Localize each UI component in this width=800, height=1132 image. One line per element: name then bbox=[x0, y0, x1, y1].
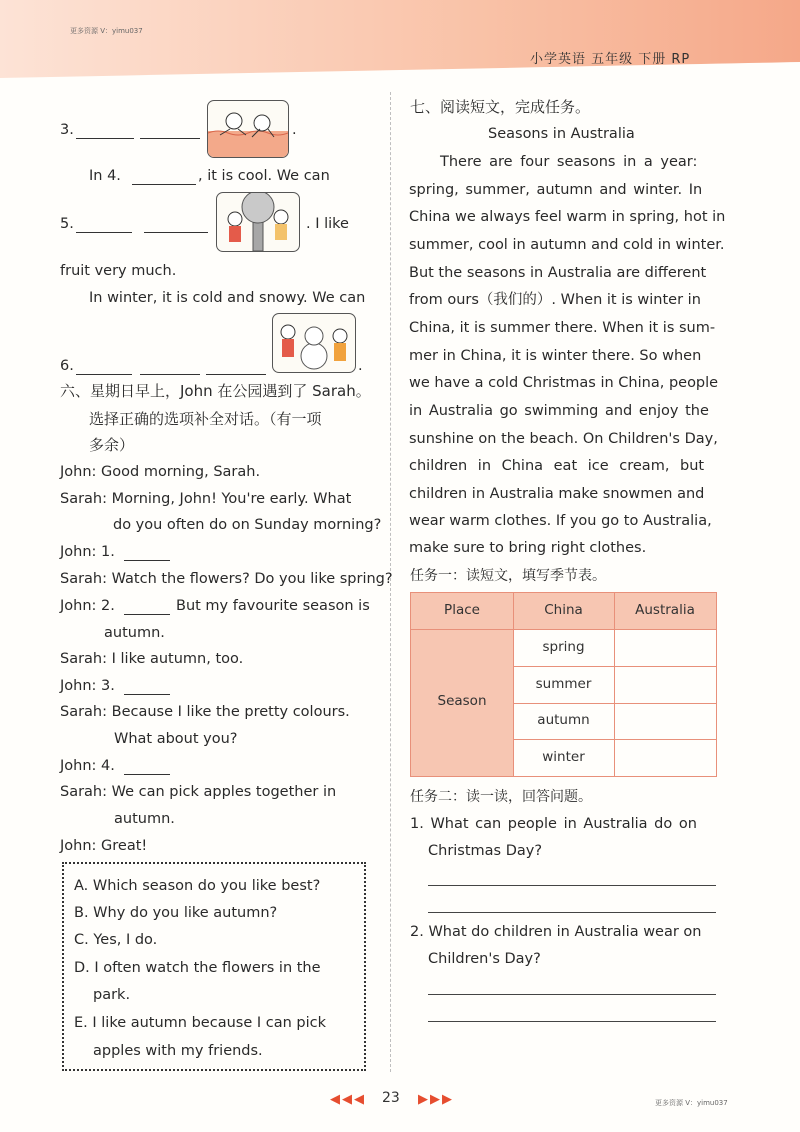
passage-line: in Australia go swimming and enjoy the bbox=[409, 403, 709, 419]
passage-line: spring, summer, autumn and winter. In bbox=[409, 182, 703, 198]
option-b: B. Why do you like autumn? bbox=[74, 905, 278, 921]
header-band bbox=[0, 0, 800, 80]
dialogue-line: John: 3. bbox=[60, 678, 115, 694]
option-c: C. Yes, I do. bbox=[74, 932, 158, 948]
option-d-cont: park. bbox=[93, 987, 131, 1003]
dialogue-line: autumn. bbox=[114, 811, 175, 827]
passage-line: There are four seasons in a year: bbox=[440, 154, 698, 170]
option-d: D. I often watch the flowers in the bbox=[74, 960, 321, 976]
table-cell-season: spring bbox=[542, 639, 585, 655]
q5-blank-2 bbox=[144, 218, 208, 233]
table-vline bbox=[614, 593, 615, 776]
q5-picture bbox=[216, 192, 300, 252]
dialogue-line: Sarah: I like autumn, too. bbox=[60, 651, 244, 667]
page-number: 23 bbox=[382, 1090, 400, 1106]
dialogue-line: Sarah: Because I like the pretty colours. bbox=[60, 704, 350, 720]
dialogue-line: Sarah: We can pick apples together in bbox=[60, 784, 337, 800]
answer-line[interactable] bbox=[428, 994, 716, 995]
q6-blank-1 bbox=[76, 360, 132, 375]
passage-title: Seasons in Australia bbox=[488, 126, 635, 142]
next-page-arrows[interactable]: ▶▶▶ bbox=[418, 1092, 454, 1107]
section-6-heading: 六、星期日早上，John 在公园遇到了 Sarah。 bbox=[60, 382, 371, 400]
prev-page-arrows[interactable]: ◀◀◀ bbox=[330, 1092, 366, 1107]
q3-blank-1 bbox=[76, 124, 134, 139]
dialogue-line: John: Great! bbox=[60, 838, 148, 854]
q6-label: 6. bbox=[60, 358, 74, 374]
question-1: 1. What can people in Australia do on bbox=[410, 816, 697, 832]
dialogue-line: autumn. bbox=[104, 625, 165, 641]
q6-end: . bbox=[358, 358, 363, 374]
table-header-place: Place bbox=[444, 602, 480, 618]
option-e-cont: apples with my friends. bbox=[93, 1043, 263, 1059]
fruit-text: fruit very much. bbox=[60, 263, 177, 279]
q6-picture bbox=[272, 313, 356, 373]
table-header-australia: Australia bbox=[635, 602, 695, 618]
swimming-icon bbox=[208, 101, 288, 157]
q3-picture bbox=[207, 100, 289, 158]
option-a: A. Which season do you like best? bbox=[74, 878, 321, 894]
passage-line: make sure to bring right clothes. bbox=[409, 540, 647, 556]
q6-blank-2 bbox=[140, 360, 200, 375]
dialogue-line: Sarah: Watch the flowers? Do you like spring? bbox=[60, 571, 393, 587]
winter-text: In winter, it is cold and snowy. We can bbox=[89, 290, 366, 306]
dialogue-line: John: 4. bbox=[60, 758, 115, 774]
table-cell-season: summer bbox=[535, 676, 592, 692]
q3-label: 3. bbox=[60, 122, 74, 138]
table-header-china: China bbox=[544, 602, 583, 618]
answer-line[interactable] bbox=[428, 912, 716, 913]
table-hline bbox=[411, 629, 716, 630]
passage-line: children in Australia make snowmen and bbox=[409, 486, 705, 502]
dialogue-line: John: 2. bbox=[60, 598, 115, 614]
question-1-cont: Christmas Day? bbox=[428, 843, 543, 859]
passage-line: we have a cold Christmas in China, people bbox=[409, 375, 719, 391]
q3-end: . bbox=[292, 122, 297, 138]
passage-line: China we always feel warm in spring, hot in bbox=[409, 209, 726, 225]
passage-line: China, it is summer there. When it is sum- bbox=[409, 320, 716, 336]
section-6-heading-2: 选择正确的选项补全对话。（有一项 bbox=[89, 410, 322, 428]
dialogue-line: Sarah: Morning, John! You're early. What bbox=[60, 491, 352, 507]
task-2-heading: 任务二：读一读，回答问题。 bbox=[410, 789, 592, 805]
dialogue-line: John: Good morning, Sarah. bbox=[60, 464, 261, 480]
table-hline bbox=[513, 666, 716, 667]
section-7-heading: 七、阅读短文，完成任务。 bbox=[410, 98, 591, 116]
passage-line: But the seasons in Australia are different bbox=[409, 265, 707, 281]
header-watermark: 更多资源 V：yimu037 bbox=[70, 27, 143, 35]
table-row-label: Season bbox=[437, 693, 487, 709]
q4-blank bbox=[132, 170, 196, 185]
table-hline bbox=[513, 703, 716, 704]
dialogue-line: do you often do on Sunday morning? bbox=[113, 517, 382, 533]
dialogue-line: What about you? bbox=[114, 731, 238, 747]
answer-line[interactable] bbox=[428, 1021, 716, 1022]
q5-blank-1 bbox=[76, 218, 132, 233]
footer-watermark: 更多资源 V：yimu037 bbox=[655, 1099, 728, 1107]
table-cell-season: winter bbox=[542, 749, 585, 765]
answer-line[interactable] bbox=[428, 885, 716, 886]
table-hline bbox=[513, 739, 716, 740]
season-table bbox=[410, 592, 717, 777]
question-2-cont: Children's Day? bbox=[428, 951, 541, 967]
dialogue-line: John: 1. bbox=[60, 544, 115, 560]
table-cell-season: autumn bbox=[537, 712, 590, 728]
snowman-icon bbox=[273, 314, 355, 372]
dialogue-blank-4 bbox=[124, 760, 170, 775]
passage-line: children in China eat ice cream, but bbox=[409, 458, 705, 474]
passage-line: summer, cool in autumn and cold in winter. bbox=[409, 237, 725, 253]
autumn-text-a: In 4. bbox=[89, 168, 121, 184]
q5-end: . I like bbox=[306, 216, 349, 232]
option-e: E. I like autumn because I can pick bbox=[74, 1015, 327, 1031]
dialogue-line: But my favourite season is bbox=[176, 598, 370, 614]
passage-line: from ours（我们的）. When it is winter in bbox=[409, 292, 701, 308]
autumn-text-b: , it is cool. We can bbox=[198, 168, 330, 184]
section-6-heading-3: 多余） bbox=[89, 436, 135, 454]
apple-picking-icon bbox=[217, 193, 299, 251]
passage-line: wear warm clothes. If you go to Australia, bbox=[409, 513, 712, 529]
passage-line: mer in China, it is winter there. So when bbox=[409, 348, 702, 364]
dialogue-blank-1 bbox=[124, 546, 170, 561]
q5-label: 5. bbox=[60, 216, 74, 232]
question-2: 2. What do children in Australia wear on bbox=[410, 924, 702, 940]
q3-blank-2 bbox=[140, 124, 200, 139]
q6-blank-3 bbox=[206, 360, 266, 375]
dialogue-blank-3 bbox=[124, 680, 170, 695]
book-title: 小学英语 五年级 下册 RP bbox=[530, 52, 691, 67]
dialogue-blank-2 bbox=[124, 600, 170, 615]
task-1-heading: 任务一：读短文，填写季节表。 bbox=[410, 568, 606, 584]
passage-line: sunshine on the beach. On Children's Day, bbox=[409, 431, 718, 447]
